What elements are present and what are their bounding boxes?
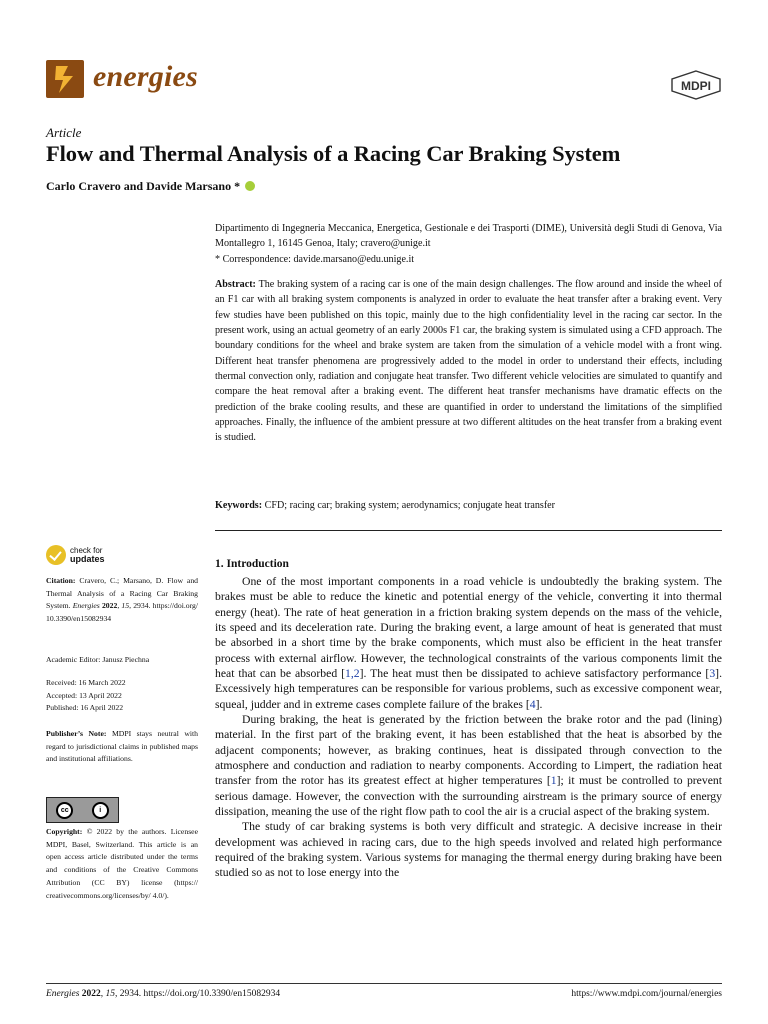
accepted-date: Accepted: 13 April 2022 <box>46 690 122 700</box>
citation-doi[interactable]: , 2934. https://doi.org/ 10.3390/en15082934 <box>46 601 199 624</box>
footer-divider <box>46 983 722 984</box>
divider <box>215 530 722 531</box>
reference-link[interactable]: 4 <box>529 697 536 711</box>
keywords-block <box>215 498 722 513</box>
keywords-text: CFD; racing car; braking system; aerodynamics; conjugate heat transfer <box>264 500 556 511</box>
abstract-text: The braking system of a racing car is one of the main design challenges. The flow around and inside the wheel of an F1 car with all braking system components is analyzed in order to evaluate the heat transfer after a braking event. Very few studies have been published on this topic, mainly due to the high confidentiality level in the racing car sector. In the present work, using an actual geometry of an early 2000s F1 car, the braking system is simulated using a CFD approach. The boundary conditions for the wheel and brake system are taken from the simulation of a vehicle model with a front wing. Different heat transfer phenomena are progressively added to the model in order to understand their effects, including thermal convection only, radiation and conjugate heat transfer. Two different vehicle velocities are simulated to quantify and compare the heat removal after a braking event. The different heat transfer mechanisms have dramatic effects on the prediction of the brake cooling results, and these are quantified in order to understand the limitations of the simplified approaches. Finally, the influence of the ambient pressure at two different altitudes on the heat transfer from a braking event is studied. <box>215 279 722 444</box>
mdpi-logo-text: MDPI <box>681 79 711 93</box>
reference-link[interactable]: 1 <box>550 774 557 788</box>
energies-logo-icon <box>46 60 84 98</box>
paragraph: During braking, the heat is generated by the friction between the brake rotor and the pad (lining) material. In the first part of the braking event, it has been established that the heat is absorbed by the adjacent components; however, as braking continues, heat is dissipated through convection to the atmosphere and conduction and radiation to nearby components. According to Limpert, the radiation heat transfer from the rotor has its greatest effect at higher temperatures [1]; it must be controlled to prevent serious damage. However, the convection with the surrounding airstream is the primary source of energy dissipation, meaning the use of the right flow path to cool the air is a crucial aspect of the braking system. <box>215 712 722 818</box>
cc-icon: cc <box>56 802 73 819</box>
check-icon <box>46 545 66 565</box>
attribution-icon: i <box>92 802 109 819</box>
abstract-block <box>215 277 722 446</box>
received-date: Received: 16 March 2022 <box>46 678 126 687</box>
abstract-label: Abstract: <box>215 279 256 290</box>
reference-link[interactable]: 1,2 <box>345 666 360 680</box>
academic-editor: Academic Editor: Janusz Piechna <box>46 655 150 664</box>
citation-block: Citation: Cravero, C.; Marsano, D. Flow and Thermal Analysis of a Racing Car Braking System. Energies 2022, 15, 2934. https://doi.org/ 10.3390/en15082934 <box>46 576 199 624</box>
affiliation-block <box>215 221 722 267</box>
check-updates-text: check for updates <box>70 545 105 564</box>
correspondence: * Correspondence: davide.marsano@edu.unige.it <box>215 253 415 265</box>
paragraph: One of the most important components in a road vehicle is undoubtedly the braking system. The brakes must be able to reduce the kinetic and potential energy of the vehicle, converting it into thermal energy (heat). The rate of heat generation in a friction braking system depends on the mass of the vehicle, its speed and its deceleration rate. During the braking event, a large amount of heat is generated that must be absorbed in a short time by the brake components, which must also be efficient in the heat transfer process with external airflow. However, the technological constraints of the various components limit the heat that can be absorbed [1,2]. The heat must then be dissipated to achieve satisfactory performance [3]. Excessively high temperatures can be responsible for various problems, such as excessive component wear, squeal, judder and in extreme cases complete failure of the brakes [4]. <box>215 575 722 711</box>
journal-name: energies <box>93 60 198 93</box>
orcid-icon[interactable] <box>245 181 255 191</box>
dates-block <box>46 677 198 715</box>
copyright-block: Copyright: © 2022 by the authors. Licensee MDPI, Basel, Switzerland. This article is an open access article distributed under the terms and conditions of the Creative Commons Attribution (CC BY) license (https:// creativecommons.org/licenses/by/ 4.0/). <box>46 827 199 900</box>
reference-link[interactable]: 3 <box>709 666 716 680</box>
publisher-note: Publisher’s Note: MDPI stays neutral with regard to jurisdictional claims in published maps and institutional affiliations. <box>46 729 199 764</box>
page-title: Flow and Thermal Analysis of a Racing Car Braking System <box>46 141 621 166</box>
footer-citation: Energies 2022, 15, 2934. https://doi.org/10.3390/en15082934 <box>46 989 281 999</box>
author-list <box>46 179 255 194</box>
citation-label: Citation: <box>46 576 76 585</box>
authors-text: Carlo Cravero and Davide Marsano * <box>46 179 241 193</box>
affiliation: Dipartimento di Ingegneria Meccanica, Energetica, Gestionale e dei Trasporti (DIME), Università degli Studi di Genova, Via Montallegro 1, 16145 Genoa, Italy; cravero@unige.it <box>215 223 722 250</box>
article-type: Article <box>46 125 82 140</box>
published-date: Published: 16 April 2022 <box>46 703 124 713</box>
keywords-label: Keywords: <box>215 500 263 511</box>
section-heading: 1. Introduction <box>215 558 289 570</box>
footer-doi-link[interactable]: , 2934. https://doi.org/10.3390/en15082934 <box>115 989 281 999</box>
paragraph: The study of car braking systems is both very difficult and strategic. A decisive increase in their development was achieved in racing cars, due to the high speeds involved and related high performance required of the braking system. Various systems for managing the thermal energy during braking have been studied so as not to lose energy into the <box>215 820 722 880</box>
cc-by-license-icon[interactable] <box>46 797 119 823</box>
mdpi-logo <box>670 70 722 105</box>
footer-journal-url[interactable]: https://www.mdpi.com/journal/energies <box>571 989 722 999</box>
journal-header <box>46 58 722 102</box>
introduction-body <box>215 574 722 881</box>
check-for-updates-button[interactable] <box>46 545 105 565</box>
